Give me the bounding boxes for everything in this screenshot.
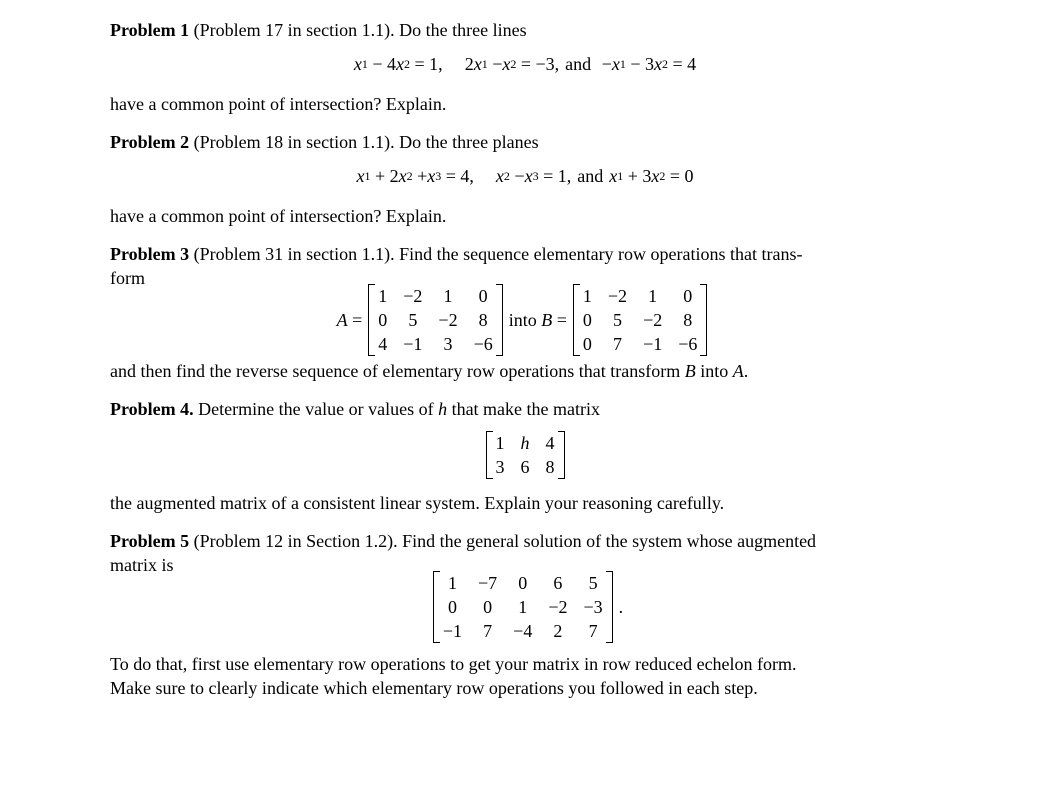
problem-5-reference: (Problem 12 in Section 1.2). (193, 531, 398, 551)
matrix-b-entry: 8 (683, 310, 693, 330)
matrix-a-entry: −1 (403, 334, 423, 354)
problem-1-followup: have a common point of intersection? Explain. (110, 94, 447, 114)
problem-3-heading: Problem 3 (110, 244, 190, 264)
matrix-augmented-entry: −7 (478, 573, 498, 593)
matrix-augmented (433, 571, 613, 643)
problem-3-followup-b: B (684, 361, 696, 381)
problem-2-eq-joiner: and (577, 165, 604, 186)
matrix-a-entry: 5 (408, 310, 418, 330)
matrix-b-row (580, 332, 700, 356)
matrix-a-entry: 3 (443, 334, 453, 354)
matrix-augmented-row (440, 595, 606, 619)
matrix-augmented-entry: 1 (447, 573, 457, 593)
problem-3-matrices: A = 1 −2 1 0 0 5 −2 8 4 −1 3 −6 into B = 1 −2 1 0 0 5 −2 8 0 7 −1 −6 (110, 281, 940, 359)
matrix-a-row (375, 284, 495, 308)
matrix-b-entry: −2 (607, 286, 628, 306)
problem-4-text-post: that make the matrix (451, 399, 601, 419)
matrix-b-entry: 0 (582, 334, 592, 354)
matrix-augmented-entry: −3 (583, 597, 603, 617)
problem-4-followup: the augmented matrix of a consistent linear system. Explain your reasoning carefully. (110, 493, 725, 513)
matrix-a-entry: −6 (473, 334, 493, 354)
problem-3-text-line2: form (110, 268, 145, 288)
matrix-b-entry: 0 (683, 286, 693, 306)
matrix-augmented-entry: −2 (548, 597, 568, 617)
matrix-h-entry: 4 (545, 433, 555, 453)
problem-3-followup-end: . (743, 361, 749, 381)
problem-4-heading: Problem 4. (110, 399, 194, 419)
problem-2-equations: x 1 + 2 x 2 + x 3 = 4, x 2 − x 3 = 1, and x 1 + 3 x 2 = 0 (356, 165, 694, 186)
matrix-a-entry: 4 (378, 334, 388, 354)
matrix-h-entry: h (520, 433, 530, 453)
matrix-augmented-entry: 0 (518, 573, 528, 593)
matrix-a-entry: 1 (443, 286, 453, 306)
problem-5-text-line2: matrix is (110, 555, 174, 575)
matrix-b-entry: 1 (648, 286, 658, 306)
matrix-h-row (493, 455, 558, 479)
matrix-a-row (375, 308, 495, 332)
problem-3-followup-text: and then find the reverse sequence of elementary row operations that transform (110, 361, 681, 381)
problem-2-statement (110, 130, 940, 154)
matrix-a-entry: 0 (378, 310, 388, 330)
problem-3-text: Find the sequence elementary row operations that trans- (399, 244, 803, 264)
problem-5-followup-line2: Make sure to clearly indicate which elementary row operations you followed in each step. (110, 678, 758, 698)
problem-5-text: Find the general solution of the system whose augmented (402, 531, 817, 551)
problem-4-matrix (110, 427, 940, 483)
problem-1-heading: Problem 1 (110, 20, 190, 40)
matrix-augmented-entry: 6 (553, 573, 563, 593)
matrix-augmented-entry: 7 (588, 621, 598, 641)
matrix-h-entry: 6 (520, 457, 530, 477)
problem-2-heading: Problem 2 (110, 132, 190, 152)
problem-4-var: h (438, 399, 448, 419)
matrix-h-entry: 8 (545, 457, 555, 477)
matrix-a (368, 284, 502, 356)
matrix-a-entry: −2 (403, 286, 423, 306)
problem-1-statement (110, 18, 940, 42)
matrix-augmented-entry: −1 (442, 621, 463, 641)
matrix-b-entry: 7 (612, 334, 622, 354)
matrix-b-row (580, 308, 700, 332)
matrix-augmented-entry: 2 (553, 621, 563, 641)
problem-3-followup-into: into (700, 361, 729, 381)
problem-3-followup-a: A (732, 361, 744, 381)
matrix-a-entry: −2 (438, 310, 458, 330)
problem-5-followup-line1: To do that, first use elementary row operations to get your matrix in row reduced echelon form. (110, 654, 797, 674)
matrix-b-label: B (541, 309, 553, 330)
problem-2-text: Do the three planes (399, 132, 539, 152)
problem-1-equations: x 1 − 4 x 2 = 1, 2 x 1 − x 2 = −3, and − x 1 − 3 x 2 = 4 (353, 53, 697, 74)
matrix-period: . (618, 596, 624, 617)
matrix-b (573, 284, 707, 356)
problem-1-eq-joiner: and (565, 53, 592, 74)
matrix-a-entry: 0 (478, 286, 488, 306)
matrix-b-entry: −1 (643, 334, 663, 354)
problem-2-followup: have a common point of intersection? Explain. (110, 206, 447, 226)
matrix-b-entry: −6 (678, 334, 698, 354)
into-word: into (508, 309, 537, 330)
matrix-h-row (493, 431, 558, 455)
matrix-b-entry: 1 (582, 286, 592, 306)
matrix-a-row (375, 332, 495, 356)
problem-5-followup (110, 652, 940, 700)
matrix-augmented-entry: 1 (518, 597, 528, 617)
matrix-augmented-entry: 7 (483, 621, 493, 641)
matrix-augmented-row (440, 619, 606, 643)
problem-4-text-pre: Determine the value or values of (198, 399, 434, 419)
matrix-augmented-entry: 0 (483, 597, 493, 617)
problem-3-followup (110, 359, 940, 383)
matrix-h-entry: 3 (495, 457, 505, 477)
matrix-augmented-entry: 5 (588, 573, 598, 593)
matrix-a-label: A (336, 309, 348, 330)
problem-sheet (110, 18, 940, 700)
matrix-b-entry: 5 (612, 310, 622, 330)
problem-2-reference: (Problem 18 in section 1.1). (193, 132, 395, 152)
matrix-augmented-entry: −4 (513, 621, 533, 641)
problem-3-reference: (Problem 31 in section 1.1). (193, 244, 395, 264)
matrix-a-entry: 8 (478, 310, 488, 330)
matrix-augmented-row (440, 571, 606, 595)
problem-5-heading: Problem 5 (110, 531, 190, 551)
matrix-a-entry: 1 (378, 286, 388, 306)
problem-1-text: Do the three lines (399, 20, 527, 40)
problem-4-statement (110, 397, 940, 421)
problem-1-reference: (Problem 17 in section 1.1). (193, 20, 395, 40)
matrix-h-entry: 1 (495, 433, 505, 453)
matrix-b-entry: −2 (643, 310, 663, 330)
matrix-b-entry: 0 (582, 310, 592, 330)
matrix-h (486, 431, 565, 479)
matrix-b-row (580, 284, 700, 308)
problem-5-matrix (110, 568, 940, 646)
matrix-augmented-entry: 0 (447, 597, 457, 617)
